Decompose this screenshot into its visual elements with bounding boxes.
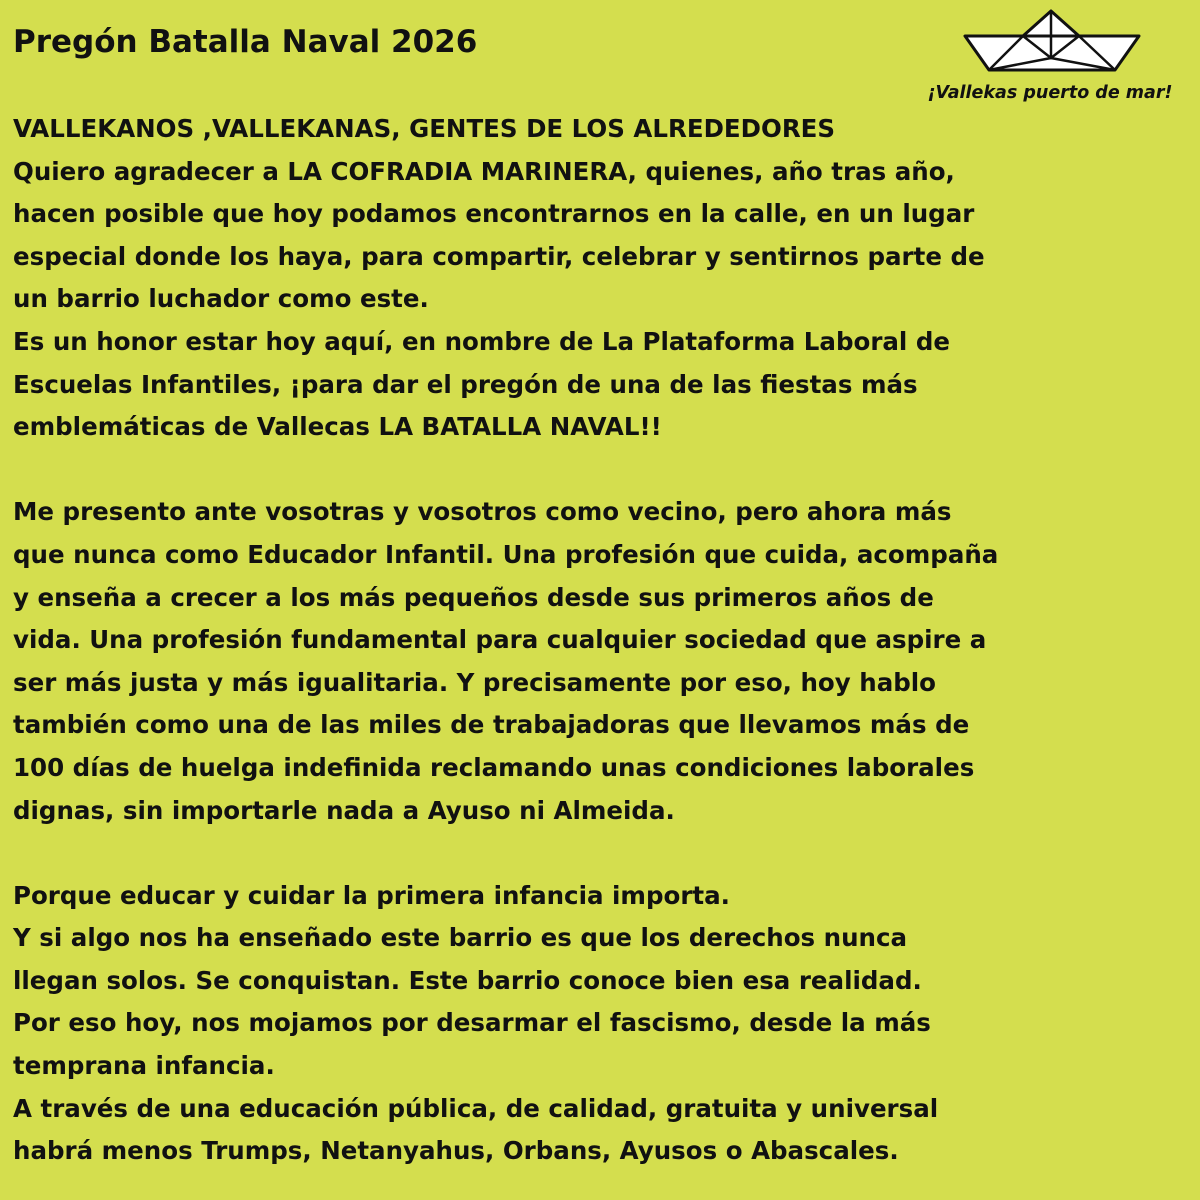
text-line: emblemáticas de Vallecas LA BATALLA NAVAL!! (13, 412, 662, 442)
text-line: Y si algo nos ha enseñado este barrio es que los derechos nunca (13, 923, 908, 953)
logo (925, 8, 1175, 108)
text-line: vida. Una profesión fundamental para cualquier sociedad que aspire a (13, 625, 987, 655)
text-line: VALLEKANOS ,VALLEKANAS, GENTES DE LOS ALREDEDORES (13, 114, 836, 143)
text-line: especial donde los haya, para compartir, celebrar y sentirnos parte de (13, 241, 985, 271)
blank-line (13, 449, 1193, 492)
proclamation-text (13, 108, 1193, 1173)
blank-line (13, 832, 1193, 875)
text-line: ser más justa y más igualitaria. Y precisamente por eso, hoy hablo (13, 667, 937, 697)
text-line: A través de una educación pública, de calidad, gratuita y universal (13, 1093, 939, 1123)
text-line: Me presento ante vosotras y vosotros como vecino, pero ahora más (13, 497, 952, 527)
page-title: Pregón Batalla Naval 2026 (13, 24, 478, 60)
text-line: también como una de las miles de trabajadoras que llevamos más de (13, 710, 970, 740)
text-line: Es un honor estar hoy aquí, en nombre de La Plataforma Laboral de (13, 326, 951, 356)
text-line: un barrio luchador como este. (13, 284, 429, 314)
text-line: dignas, sin importarle nada a Ayuso ni Almeida. (13, 795, 675, 825)
text-line: hacen posible que hoy podamos encontrarnos en la calle, en un lugar (13, 199, 975, 229)
text-line: temprana infancia. (13, 1051, 275, 1081)
text-line: llegan solos. Se conquistan. Este barrio conoce bien esa realidad. (13, 965, 922, 995)
text-line: Porque educar y cuidar la primera infancia importa. (13, 880, 730, 910)
paper-boat-icon (963, 8, 1141, 78)
text-line: habrá menos Trumps, Netanyahus, Orbans, Ayusos o Abascales. (13, 1136, 899, 1166)
text-line: que nunca como Educador Infantil. Una profesión que cuida, acompaña (13, 539, 999, 569)
text-line: Escuelas Infantiles, ¡para dar el pregón de una de las fiestas más (13, 369, 918, 399)
logo-text: ¡Vallekas puerto de mar! (927, 83, 1173, 103)
text-line: 100 días de huelga indefinida reclamando unas condiciones laborales (13, 752, 975, 782)
text-line: Quiero agradecer a LA COFRADIA MARINERA, quienes, año tras año, (13, 156, 955, 186)
text-line: y enseña a crecer a los más pequeños desde sus primeros años de (13, 582, 934, 612)
text-line: Por eso hoy, nos mojamos por desarmar el fascismo, desde la más (13, 1008, 931, 1038)
